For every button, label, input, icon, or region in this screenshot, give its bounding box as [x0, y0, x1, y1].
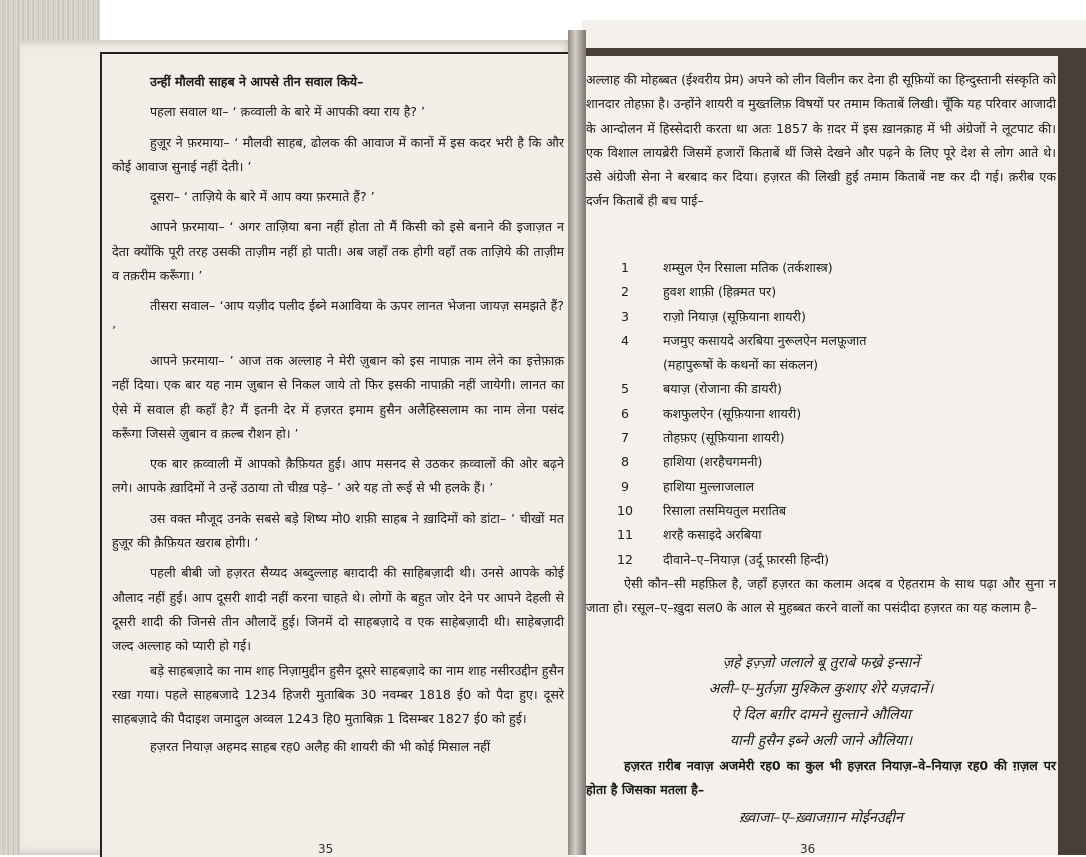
paragraph: पहला सवाल था– ‘ क़व्वाली के बारे में आपकी क्या राय है? ’ [150, 104, 425, 120]
book-list [605, 256, 1025, 572]
paragraph: पहली बीबी जो हज़रत सैय्यद अब्दुल्लाह बग़दादी की साहिबज़ादी थी। उनसे आपके कोई औलाद नहीं हुई। आप दूसरी शादी नहीं करना चाहते थे। लोगों के बहुत जोर देने पर आपने देहली से दूसरी शादी की जिनसे तीन औलादें हुई। जिनमें दो साहबज़ादे व एक साहेबज़ादी थी। साहेबज़ादी जल्द अल्लाह को प्यारी हो गई। [112, 565, 564, 654]
list-text: शरहै कसाइदे अरबिया [663, 527, 762, 543]
poem-line: ज़हे इज़्ज़ो जलाले बू तुराबे फख्रे इन्सानें [722, 655, 920, 671]
list-number: 1 [620, 260, 629, 275]
right-page-border-top [582, 48, 1086, 56]
list-item [605, 305, 1025, 329]
paragraph: दूसरा– ‘ ताज़िये के बारे में आप क्या फ़रमाते हैं? ’ [150, 189, 375, 205]
poem-line: यानी हुसैन इब्ने अली जाने औलिया। [729, 733, 913, 749]
list-item [605, 329, 1025, 353]
poem-line: ख़्वाजा–ए–ख़्वाजग़ान मोईनउद्दीन [739, 810, 903, 826]
list-item [605, 450, 1025, 474]
poem-line: अली–ए–मुर्तज़ा मुश्किल कुशाए शेरे यज़दानें। [708, 681, 934, 697]
list-number: 2 [620, 284, 629, 300]
poem-line: ऐ दिल बग़ीर दामने सुल्ताने औलिया [731, 707, 911, 723]
list-number: 4 [620, 332, 629, 348]
paragraph: आपने फ़रमाया– ‘ अगर ताज़िया बना नहीं होता तो मैं किसी को इसे बनाने की इजाज़त न देता क्योंकि पूरी तरह उसकी ताज़ीम नहीं हो पाती। अब जहाँ तक होगी वहाँ तक ताज़िये की ताज़ीम व तक़रीम करूँगा। ’ [112, 219, 564, 284]
list-number: 5 [620, 381, 629, 397]
list-number: 7 [620, 430, 629, 446]
list-text: हाशिया मुल्लाजलाल [663, 478, 755, 494]
list-item [605, 475, 1025, 499]
list-item [605, 548, 1025, 572]
list-item [605, 402, 1025, 426]
list-item [605, 523, 1025, 547]
paragraph: हज़रत नियाज़ अहमद साहब रह0 अलैह की शायरी की भी कोई मिसाल नहीं [150, 739, 491, 755]
right-page-after-list [586, 572, 1056, 621]
list-item [605, 426, 1025, 450]
paragraph: अल्लाह की मोहब्बत (ईश्वरीय प्रेम) अपने को लीन विलीन कर देना ही सूफ़ियों का हिन्दुस्तानी संस्कृति को शानदार तोहफ़ा है। उन्होंने शायरी व मुख्तलिफ़ विषयों पर तमाम किताबें लिखी। चूँकि यह परिवार आजादी के आन्दोलन में हिस्सेदारी करता था अतः 1857 के ग़दर में इस ख़ानक़ाह में भी अंग्रेजों ने लूटपाट की। एक विशाल लायब्रेरी जिसमें हजारों किताबें थीं जिसे देखने और पढ़ने के लिए पूरे देश से लोग आते थे। उसे अंग्रेजी सेना ने बरबाद कर दिया। हज़रत की लिखी हुई तमाम किताबें नष्ट कर दी गई। क़रीब एक दर्जन किताबें ही बच पाई– [586, 72, 1056, 209]
list-text: शम्सुल ऐन रिसाला मतिक (तर्कशास्त्र) [663, 260, 833, 275]
list-text: (महापुरूषों के कथनों का संकलन) [663, 357, 819, 373]
list-text: कशफुलऐन (सूफ़ियाना शायरी) [663, 405, 802, 421]
paragraph: हज़रत ग़रीब नवाज़ अजमेरी रह0 का कुल भी हज़रत नियाज़–वे–नियाज़ रह0 की ग़ज़ल पर होता है जिसका मतला है– [586, 758, 1056, 798]
paragraph: तीसरा सवाल– ‘आप यज़ीद पलीद ईब्ने मआविया के ऊपर लानत भेजना जायज़ समझते हैं? ’ [112, 298, 564, 338]
list-text: तोहफ़ए (सूफ़ियाना शायरी) [663, 430, 785, 446]
left-page-text [112, 70, 564, 760]
list-text: हाशिया (शरहैचगमनी) [663, 454, 763, 470]
list-text: मजमुए कसायदे अरबिया नुरूलऐन मलफ़ूजात [663, 332, 867, 348]
book-gutter [568, 30, 586, 855]
list-item [605, 280, 1025, 304]
list-number: 3 [620, 308, 629, 324]
paragraph: एक बार क़व्वाली में आपको क़ैफ़ियत हुई। आप मसनद से उठकर क़व्वालों की ओर बढ़ने लगे। आपके ख़ादिमों ने उन्हें उठाया तो चीख़ पड़े– ’ अरे यह तो रूई से भी हलके हैं। ’ [112, 456, 564, 496]
list-text: बयाज़ (रोजाना की डायरी) [663, 381, 782, 397]
list-item [605, 256, 1025, 280]
list-number: 9 [620, 478, 629, 494]
paragraph: बड़े साहबज़ादे का नाम शाह निज़ामुद्दीन हुसैन दूसरे साहबज़ादे का नाम शाह नसीरउद्दीन हुसैन रखा गया। पहले साहबजादे 1234 हिजरी मुताबिक 30 नवम्बर 1818 ई0 को पैदा हुए। दूसरे साहबज़ादे की पैदाइश जमादुल अव्वल 1243 हि0 मुताबिक़ 1 दिसम्बर 1827 ई0 को हुई। [112, 662, 564, 727]
list-text: रिसाला तसमियतुल मरातिब [663, 502, 787, 518]
list-text: हुवश शाफ़ी (हिक़्मत पर) [663, 284, 777, 300]
list-number: 8 [620, 454, 629, 470]
list-number: 10 [616, 502, 634, 518]
right-page-number: 36 [800, 842, 816, 856]
paragraph: आपने फ़रमाया– ’ आज तक अल्लाह ने मेरी ज़ुबान को इस नापाक़ नाम लेने का इत्तेफ़ाक़ नहीं दिया। एक बार यह नाम ज़ुबान से निकल जाये तो फिर इसकी नापाक़ी नहीं जायेगी। लानत का ऐसे में सवाल ही कहाँ है? मैं इतनी देर में हज़रत इमाम हुसैन अलैहिस्सलाम का नाम लेना पसंद करूँगा जिससे ज़ुबान व क़ल्ब रौशन हो। ’ [112, 352, 564, 441]
right-page-closing [586, 754, 1056, 803]
list-text: राज़ो नियाज़ (सूफ़ियाना शायरी) [663, 308, 806, 324]
paragraph: उन्हीं मौलवी साहब ने आपसे तीन सवाल किये– [150, 74, 364, 89]
list-text: दीवाने–ए–नियाज़ (उर्दू फ़ारसी हिन्दी) [663, 551, 830, 567]
left-page-number: 35 [318, 842, 334, 856]
list-item [605, 377, 1025, 401]
paragraph: हुज़ूर ने फ़रमाया– ‘ मौलवी साहब, ढोलक की आवाज में कानों में इस कदर भरी है कि और कोई आवाज सुनाई नहीं देती। ’ [112, 134, 564, 174]
list-item [605, 353, 1025, 377]
list-number: 11 [616, 527, 634, 543]
list-number: 6 [620, 405, 629, 421]
list-item [605, 499, 1025, 523]
right-page-border-side [1058, 48, 1086, 855]
paragraph: ऐसी कौन–सी महफ़िल है, जहाँ हज़रत का कलाम अदब व ऐहतराम के साथ पढ़ा और सुना न जाता हो। रसूल–ए–ख़ुदा सल0 के आल से मुहब्बत करने वालों का पसंदीदा हज़रत का यह कलाम है– [586, 576, 1056, 616]
list-number: 12 [616, 551, 634, 567]
paragraph: उस वक्त मौजूद उनके सबसे बड़े शिष्य मो0 शफ़ी साहब ने ख़ादिमों को डांटा– ’ चीखों मत हुज़ूर की क़ैफ़ियत खराब होगी। ’ [112, 510, 564, 551]
right-page-intro [586, 68, 1056, 214]
